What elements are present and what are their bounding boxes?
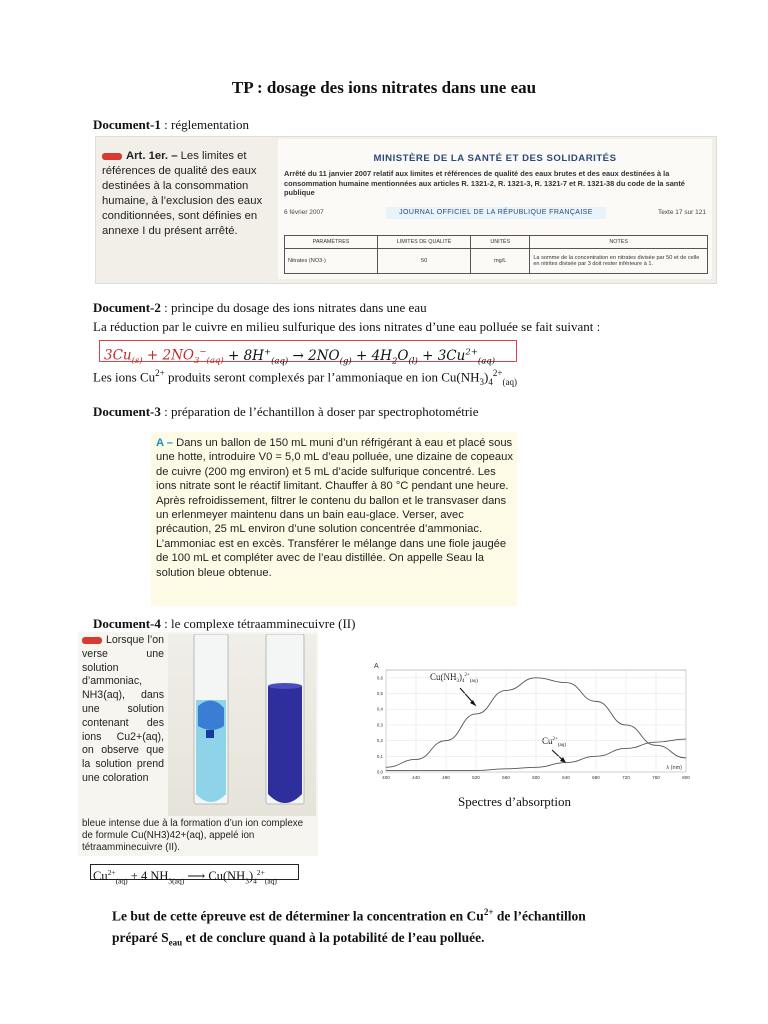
doc4-scan — [78, 632, 318, 856]
arrete-text: Arrêté du 11 janvier 2007 relatif aux limites et références de qualité des eaux brutes et des eaux destinées à la consommation humaine mentionnées aux articles R. 1321-2, R. 1321-3, R. 1321-7 et R. 1321-38 du code de la santé publique — [284, 169, 685, 197]
doc1-label: Document-1 — [93, 117, 161, 132]
y-tick-label: 0,2 — [376, 738, 383, 744]
doc4-heading — [93, 616, 355, 632]
doc1-heading — [93, 117, 249, 133]
doc4-caption: : le complexe tétraamminecuivre (II) — [160, 616, 356, 631]
table-header: UNITÉS — [471, 236, 530, 249]
x-axis-label: λ (nm) — [666, 765, 682, 771]
complex-middle: produits seront complexés par l’ammoniaque en ion Cu(NH — [164, 369, 480, 385]
goal-line-2b: et de conclure quand à la potabilité de l’eau polluée. — [182, 929, 485, 945]
reduction-equation: $3Cu_{(s)} + 2NO_3^-_{(aq)} + 8H^+_{(aq)} \to 2NO_{(g)} + 4H_2O_{(l)} + 3Cu^{2+}_{(aq)}$ — [99, 340, 517, 362]
preparation-text — [156, 436, 514, 580]
x-tick-label: 600 — [532, 775, 540, 780]
journal-text-number: Texte 17 sur 121 — [657, 209, 706, 216]
table-cell: La somme de la concentration en nitrates divisée par 50 et de celle en nitrites divisée par 3 doit rester inférieure à 1. — [530, 249, 708, 274]
goal-line-2-sub: eau — [168, 937, 183, 948]
complex-bottom-text: bleue intense due à la formation d’un ion complexe de formule Cu(NH3)42+(aq), appelé ion tétraamminecuivre (II). — [82, 818, 304, 854]
doc1-scan — [95, 136, 717, 284]
complex-side-text — [82, 634, 164, 786]
series-label-complex: $Cu(NH_3)_4^{2+}_{(aq)}$ — [430, 672, 478, 684]
article-block — [102, 149, 270, 239]
journal-title: JOURNAL OFFICIEL DE LA RÉPUBLIQUE FRANÇAISE — [399, 209, 593, 216]
goal-line-1b: de l’échantillon — [493, 908, 586, 924]
x-tick-label: 400 — [382, 775, 390, 780]
preparation-body: Dans un ballon de 150 mL muni d’un réfrigérant à eau et placé sous une hotte, introduire V0 = 5,0 mL d’eau polluée, une dizaine de copeaux de cuivre (200 mg environ) et 5 mL d’acide sulfurique concentré. Les ions nitrate sont le réactif limitant. Chauffer à 80 °C pendant une heure. Après refroidissement, filtrer le contenu du ballon et le transvaser dans un erlenmeyer maintenu dans un bain eau-glace. Verser, avec précaution, 25 mL environ d’une solution concentrée d’ammoniac. L’ammoniac est en excès. Transférer le mélange dans une fiole jaugée de 100 mL et compléter avec de l’eau distillée. On appelle Seau la solution bleue obtenue. — [156, 437, 513, 579]
complexation-equation: $Cu^{2+}_{(aq)} + 4$ $NH_{3(aq)}$ ⟶ $Cu(NH_3)_4^{2+}_{(aq)}$ — [90, 864, 299, 880]
x-tick-label: 560 — [502, 775, 510, 780]
x-tick-label: 720 — [622, 775, 630, 780]
section-letter: A – — [156, 437, 173, 449]
y-tick-label: 0,6 — [376, 675, 383, 681]
table-cell: 50 — [378, 249, 471, 274]
x-tick-label: 640 — [562, 775, 570, 780]
red-tag-icon — [102, 153, 122, 160]
absorption-spectra-svg — [368, 660, 694, 788]
x-tick-label: 800 — [682, 775, 690, 780]
table-header-row — [285, 236, 708, 249]
doc4-label: Document-4 — [93, 616, 161, 631]
test-tubes-illustration — [168, 634, 316, 816]
x-tick-label: 520 — [472, 775, 480, 780]
article-text: Les limites et références de qualité des eaux destinées à la consommation humaine, à l’exclusion des eaux conditionnées, sont définies en annexe I du présent arrêté. — [102, 150, 263, 237]
goal-statement — [112, 902, 702, 953]
doc3-scan — [151, 432, 517, 606]
doc2-label: Document-2 — [93, 300, 161, 315]
y-tick-label: 0,4 — [376, 706, 383, 712]
doc2-heading — [93, 300, 427, 316]
doc2-line: La réduction par le cuivre en milieu sulfurique des ions nitrates d’une eau polluée se fait suivant : — [93, 319, 601, 334]
x-tick-label: 440 — [412, 775, 420, 780]
test-tubes-photo — [168, 634, 316, 816]
complex-line: Les ions $Cu^{2+}$ produits seront complexés par l’ammoniaque en ion $Cu(NH_3)_4^{2+}_{(aq)}$ — [93, 368, 517, 387]
quality-table — [284, 235, 708, 274]
y-tick-label: 0,5 — [376, 691, 383, 697]
y-tick-label: 0,0 — [376, 769, 383, 775]
goal-line-1a: Le but de cette épreuve est de déterminer la concentration en Cu — [112, 908, 484, 924]
journal-date: 6 février 2007 — [284, 209, 324, 216]
goal-line-2a: préparé S — [112, 929, 169, 945]
table-row — [285, 249, 708, 274]
table-header: PARAMÈTRES — [285, 236, 378, 249]
complex-suffix: ) — [484, 369, 489, 385]
x-tick-label: 480 — [442, 775, 450, 780]
table-header: LIMITES DE QUALITÉ — [378, 236, 471, 249]
doc3-caption: : préparation de l’échantillon à doser par spectrophotométrie — [160, 404, 479, 419]
x-tick-label: 760 — [652, 775, 660, 780]
complex-side-body: Lorsque l’on verse une solution d’ammoniac, NH3(aq), dans une solution contenant des ions Cu2+(aq), on observe que la solution prend une coloration — [82, 634, 164, 784]
absorption-chart — [368, 660, 694, 788]
doc3-heading — [93, 404, 479, 420]
doc2-caption: : principe du dosage des ions nitrates dans une eau — [160, 300, 427, 315]
page-title: TP : dosage des ions nitrates dans une eau — [231, 78, 537, 97]
y-tick-label: 0,3 — [376, 722, 383, 728]
goal-line-2 — [112, 927, 702, 954]
series-label-copper: $Cu^{2+}_{(aq)}$ — [542, 736, 566, 748]
table-cell: mg/L — [471, 249, 530, 274]
y-axis-label: A — [374, 663, 379, 670]
complex-prefix: Les ions Cu — [93, 369, 156, 385]
article-head: Art. 1er. – — [126, 150, 178, 162]
spectra-caption: Spectres d’absorption — [458, 794, 572, 809]
table-cell: Nitrates (NO3-) — [285, 249, 378, 274]
y-tick-label: 0,1 — [376, 753, 383, 759]
x-tick-label: 680 — [592, 775, 600, 780]
table-header: NOTES — [530, 236, 708, 249]
goal-line-1: Le but de cette épreuve est de déterminer la concentration en $Cu^{2+}$ de l’échantillon — [112, 907, 586, 924]
red-tag-icon — [82, 637, 102, 644]
doc1-caption: : réglementation — [160, 117, 249, 132]
doc3-label: Document-3 — [93, 404, 161, 419]
journal-officiel-excerpt — [278, 139, 712, 279]
ministry-heading: MINISTÈRE DE LA SANTÉ ET DES SOLIDARITÉS — [373, 153, 617, 164]
